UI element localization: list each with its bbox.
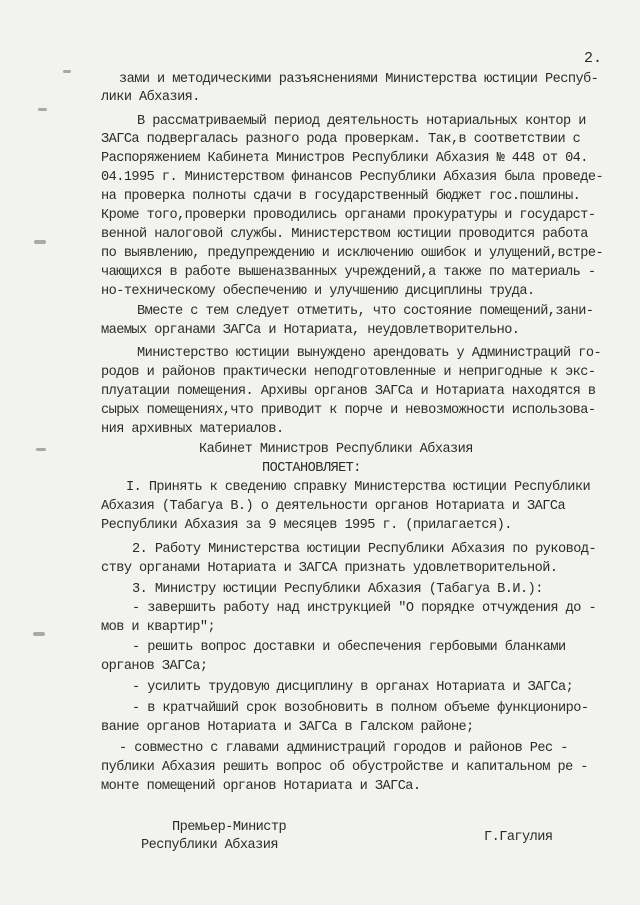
text-line: маемых органами ЗАГСа и Нотариата, неудовлетворительно. [101, 323, 520, 338]
text-line: родов и районов практически неподготовленные и непригодные к экс- [101, 365, 596, 380]
text-line: публики Абхазия решить вопрос об обустройстве и капитальном ре - [101, 760, 588, 775]
text-line: - усилить трудовую дисциплину в органах Нотариата и ЗАГСа; [132, 680, 574, 695]
text-line: лики Абхазия. [101, 90, 200, 105]
text-line: монте помещений органов Нотариата и ЗАГСа. [101, 779, 421, 794]
scan-speck [33, 632, 45, 636]
text-line: - в кратчайший срок возобновить в полном объеме функциониро- [132, 701, 589, 716]
resolution-heading: ПОСТАНОВЛЯЕТ: [262, 461, 361, 476]
page-number: 2. [584, 50, 603, 67]
text-line: зами и методическими разъяснениями Министерства юстиции Респуб- [119, 72, 599, 87]
text-line: сырых помещениях,что приводит к порче и невозможности использова- [101, 403, 596, 418]
text-line: на проверка полноты сдачи в государственный бюджет гос.пошлины. [101, 189, 581, 204]
text-line: венной налоговой службы. Министерством юстиции проводится работа [101, 227, 588, 242]
text-line: мов и квартир"; [101, 620, 216, 635]
text-line: - решить вопрос доставки и обеспечения гербовыми бланками [132, 640, 566, 655]
signatory-name: Г.Гагулия [484, 830, 553, 845]
scan-speck [34, 240, 46, 244]
text-line: ству органами Нотариата и ЗАГСА признать удовлетворительной. [101, 561, 558, 576]
text-line: Кроме того,проверки проводились органами прокуратуры и государст- [101, 208, 596, 223]
text-line: по выявлению, предупреждению и исключению ошибок и улущений,встре- [101, 246, 604, 261]
issuing-body: Кабинет Министров Республики Абхазия [199, 442, 473, 457]
text-line: плуатации помещения. Архивы органов ЗАГСа и Нотариата находятся в [101, 384, 596, 399]
text-line: В рассматриваемый период деятельность нотариальных контор и [137, 114, 586, 129]
text-line: I. Принять к сведению справку Министерства юстиции Республики [126, 480, 591, 495]
text-line: Министерство юстиции вынуждено арендовать у Администраций го- [137, 346, 602, 361]
scan-speck [63, 70, 71, 73]
scan-speck [36, 448, 46, 451]
scan-speck [38, 108, 47, 111]
text-line: но-техническому обеспечению и улучшению дисциплины труда. [101, 284, 535, 299]
text-line: чающихся в работе вышеназванных учреждений,а также по материаль - [101, 265, 596, 280]
text-line: органов ЗАГСа; [101, 659, 208, 674]
text-line: Республики Абхазия за 9 месяцев 1995 г. (прилагается). [101, 518, 512, 533]
text-line: 2. Работу Министерства юстиции Республики Абхазия по руковод- [132, 542, 597, 557]
text-line: ЗАГСа подвергалась разного рода проверкам. Так,в соответствии с [101, 132, 581, 147]
text-line: Распоряжением Кабинета Министров Республики Абхазия № 448 от 04. [101, 151, 588, 166]
text-line: 3. Министру юстиции Республики Абхазия (Табагуа В.И.): [132, 582, 543, 597]
text-line: Вместе с тем следует отметить, что состояние помещений,зани- [137, 304, 594, 319]
signatory-position-line2: Республики Абхазия [141, 838, 278, 853]
text-line: ния архивных материалов. [101, 422, 284, 437]
text-line: 04.1995 г. Министерством финансов Республики Абхазия была проведе- [101, 170, 604, 185]
text-line: - совместно с главами администраций городов и районов Рес - [119, 741, 568, 756]
text-line: - завершить работу над инструкцией "О порядке отчуждения до - [132, 601, 597, 616]
text-line: вание органов Нотариата и ЗАГСа в Галском районе; [101, 720, 474, 735]
signatory-position: Премьер-Министр [172, 820, 287, 835]
text-line: Абхазия (Табагуа В.) о деятельности органов Нотариата и ЗАГСа [101, 499, 566, 514]
